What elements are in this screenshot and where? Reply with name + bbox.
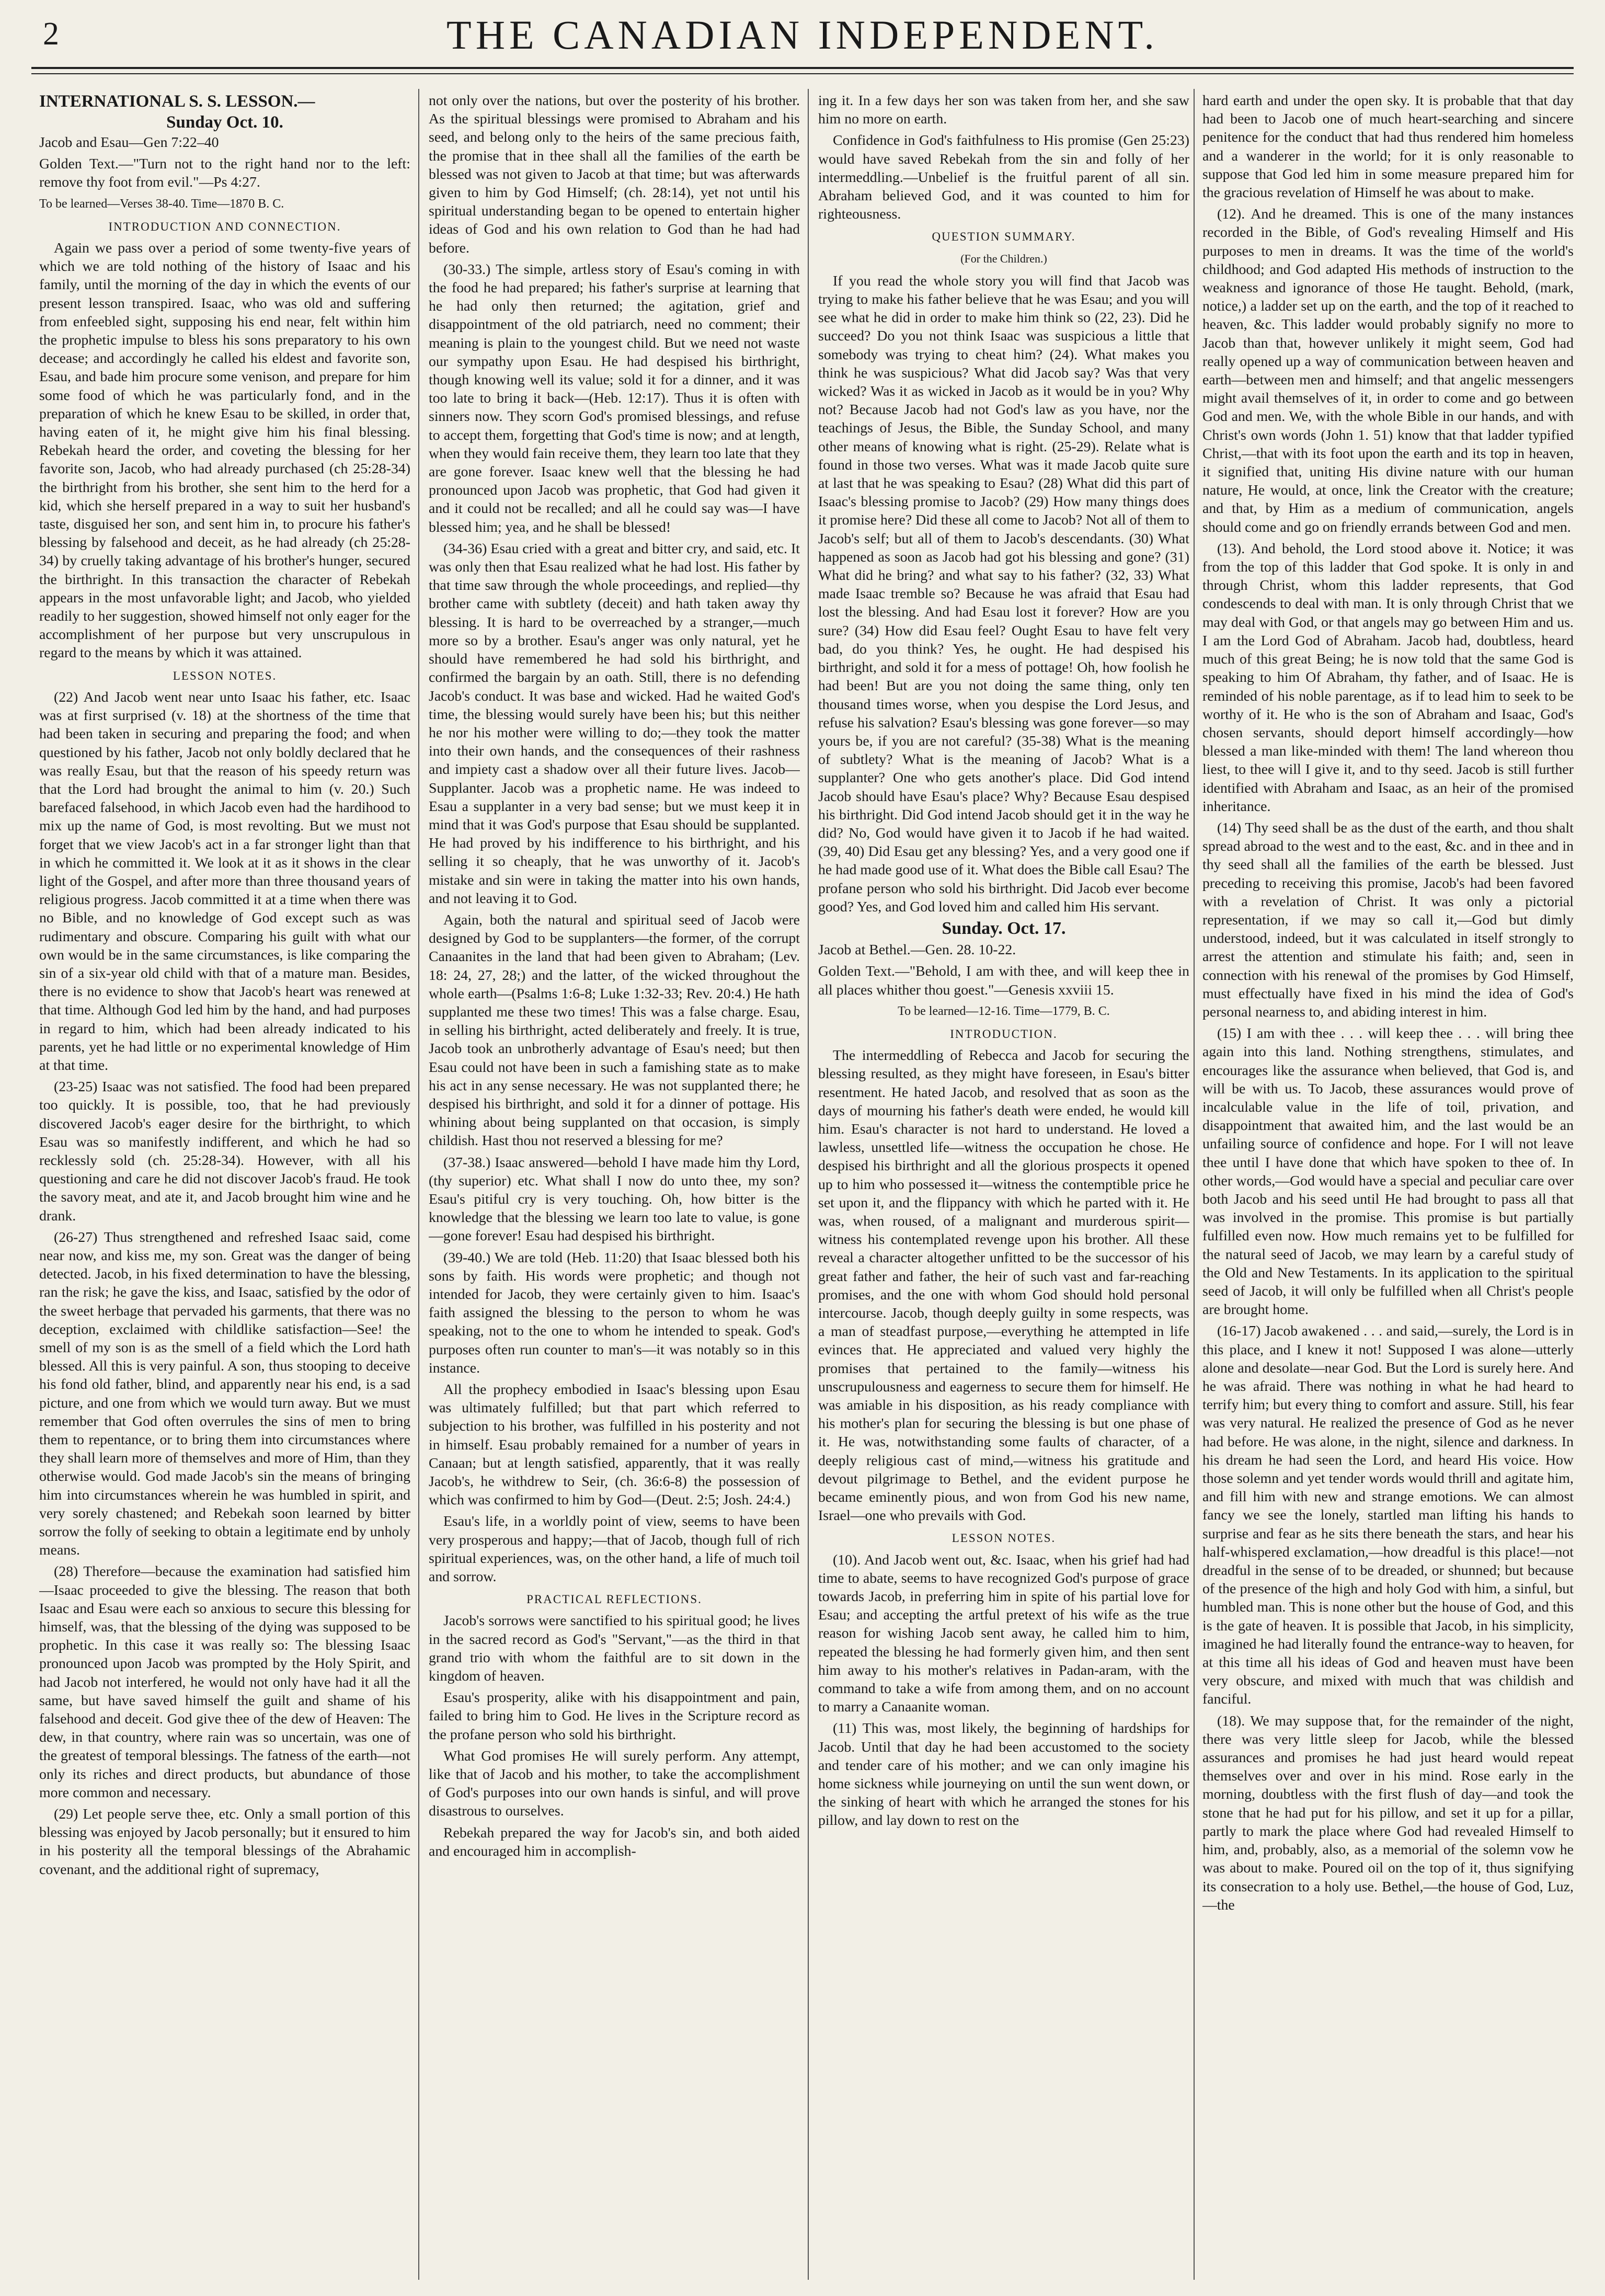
column-3 (818, 92, 1189, 2282)
column-divider (1194, 89, 1195, 2280)
to-be-learned: To be learned—12-16. Time—1779, B. C. (898, 1004, 1110, 1018)
lesson-note: (12). And he dreamed. This is one of the many instances recorded in the Bible, of God's revealing Himself and His purposes to men in dreams. It was the time of the world's childhood; and God adapted His methods of instruction to the weakness and ignorance of those He taught. Behold, (mark, notice,) a ladder set up on the earth, and the top of it reached to heaven, &c. This ladder would probably signify no more to Jacob than that, however unlikely it might seem, God had really opened up a way of communication between heaven and earth—between men and himself; and that angelic messengers might avail themselves of it, in order to come and go between God and men. We, with the whole Bible in our hands, and with Christ's own words (John 1. 51) know that that ladder typified Christ,—that with its foot upon the earth and its top in heaven, it signified that, uniting His divine nature with our human nature, He would, at once, link the Creator with the creature; and that, by Him as a medium of communication, angels should come and go on friendly errands between God and men. (1202, 206, 1574, 535)
lesson-note: (34-36) Esau cried with a great and bitter cry, and said, etc. It was only then that Esau realized what he had lost. His father by that time saw through the whole proceedings, and replied—thy brother came with subtlety (deceit) and hath taken away thy blessing. It is hard to be overreached by a stranger,—much more so by a brother. Esau's anger was only natural, yet he should have remembered he had sold his birthright, and confirmed the bargain by an oath. Still, there is no defending Jacob's conduct. It was base and wicked. Had he waited God's time, the blessing would surely have been his; but this neither he nor his mother were willing to do;—they took the matter into their own hands, and the consequences of their rashness and impiety cast a shadow over all their future lives. Jacob—Supplanter. Jacob was a prophetic name. He was indeed to Esau a supplanter in a very bad sense; but we must keep it in mind that it was God's purpose that Esau should be supplanted. He had proved by his indifference to his birthright, and his selling it so cheaply, that he was unworthy of it. Jacob's mistake and sin were in taking the matter into his own hands, and not leaving it to God. (429, 540, 800, 907)
lesson-scripture: Jacob at Bethel.—Gen. 28. 10-22. (818, 942, 1016, 958)
section-subheading: (For the Children.) (960, 252, 1047, 265)
paragraph: hard earth and under the open sky. It is probable that that day had been to Jacob one of much heart-searching and sincere penitence for the conduct that had thus rendered him homeless and a wanderer in the world; for it is only reasonable to suppose that God led him in some measure prepared him for the gracious revelation of Himself he was about to make. (1202, 93, 1574, 201)
section-heading: QUESTION SUMMARY. (932, 230, 1076, 244)
lesson-note: (30-33.) The simple, artless story of Esau's coming in with the food he had prepared; his father's surprise at learning that he had only then returned; the agitation, grief and disappointment of the old patriarch, need no comment; their meaning is plain to the youngest child. But we need not waste our sympathy upon Esau. He had despised his birthright, though knowing well its value; sold it for a dinner, and it was too late to bring it back—(Heb. 12:17). Thus it is often with sinners now. They scorn God's promised blessings, and refuse to accept them, forgetting that God's time is now; and at length, when they would fain receive them, they learn too late that they are gone forever. Isaac knew well that the blessing he had pronounced upon Jacob was prophetic, that God had given it and it could not be recalled; and all he could say was—I have blessed him; yea, and he shall be blessed! (429, 261, 800, 535)
paragraph: The intermeddling of Rebecca and Jacob for securing the blessing resulted, as they might have foreseen, in Esau's bitter resentment. He hated Jacob, and resolved that as soon as the days of mourning his father's death were ended, he would kill him. Esau's character is not hard to understand. He loved a lawless, unsettled life—witness the occupation he chose. He despised his birthright and all the glorious prospects it opened up to him who possessed it—witness the contemptible price he set upon it, and the flippancy with which he parted with it. He was, when roused, of a malignant and murderous spirit—witness his contemplated revenge upon his brother. All these reveal a character altogether unfitted to be the successor of his great father and father, the heir of such vast and far-reaching promises, and the one with whom God should hold personal intercourse. Jacob, though deeply guilty in some respects, was a man of steadfast purpose,—everything he attempted in life evinces that. He appreciated and valued very highly the promises that pertained to the family—witness his unscrupulousness and eagerness to secure them for himself. He was amiable in his disposition, as his ready compliance with his mother's plan for securing the blessing is but one phase of it. He was, notwithstanding some faults of character, of a deeply religious cast of mind,—witness his gratitude and devout pilgrimage to Bethel, and the evident purpose he became eminently pious, and won from God his new name, Israel—one who prevails with God. (818, 1047, 1189, 1524)
lesson-note: (15) I am with thee . . . will keep thee . . . will bring thee again into this land. Nothing strengthens, stimulates, and encourages like the assurance when believed, that God is, and will be with us. To Jacob, these assurances would prove of incalculable value in the life of toil, privation, and disappointment that awaited him, and the last would be an unfailing source of confidence and hope. For I will not leave thee until I have done that which have spoken to thee of. In other words,—God would have a special and peculiar care over both Jacob and his seed until He had brought to pass all that was involved in the promise. This promise is but partially fulfilled even now. How much remains yet to be fulfilled for the natural seed of Jacob, we may learn by a careful study of the Old and New Testaments. In its application to the spiritual seed of Jacob, it will only be fulfilled when all Christ's people are brought home. (1202, 1025, 1574, 1318)
section-heading: INTRODUCTION AND CONNECTION. (108, 220, 341, 233)
lesson-note: (37-38.) Isaac answered—behold I have made him thy Lord, (thy superior) etc. What shall I now do unto thee, my son? Esau's pitiful cry is very touching. Oh, how bitter is the knowledge that the blessing we learn too late to value, is gone—gone forever! Esau had despised his birthright. (429, 1154, 800, 1244)
lesson-note: (11) This was, most likely, the beginning of hardships for Jacob. Until that day he had been accustomed to the society and tender care of his mother; and we can only imagine his home sickness while journeying on until the sun went down, or the sinking of heart with which he arranged the stones for his pillow, and lay down to rest on the (818, 1720, 1189, 1829)
paragraph: Esau's life, in a worldly point of view, seems to have been very prosperous and happy;—that of Jacob, though full of rich spiritual experiences, was, on the other hand, a life of much toil and sorrow. (429, 1513, 800, 1585)
header-rule (31, 67, 1574, 69)
paragraph: All the prophecy embodied in Isaac's blessing upon Esau was ultimately fulfilled; but that part which referred to subjection to his brother, was fulfilled in his posterity and not in himself. Esau probably remained for a number of years in Canaan; but at length satisfied, apparently, that it was really Jacob's, he withdrew to Seir, (ch. 36:6-8) the possession of which was confirmed to him by God—(Deut. 2:5; Josh. 24:4.) (429, 1381, 800, 1509)
golden-text: Golden Text.—"Turn not to the right hand nor to the left: remove thy foot from evil."—Ps 4:27. (39, 156, 410, 191)
lesson-note: (39-40.) We are told (Heb. 11:20) that Isaac blessed both his sons by faith. His words were prophetic; and though not intended for Jacob, they were certainly given to him. Isaac's faith assigned the blessing to the person to whom he was speaking, not to the one to whom he intended to speak. God's purposes often run counter to man's—it was notably so in this instance. (429, 1249, 800, 1376)
column-divider (808, 89, 809, 2280)
lesson-scripture: Jacob and Esau—Gen 7:22–40 (39, 134, 219, 151)
column-4 (1202, 92, 1574, 2282)
paragraph: Confidence in God's faithfulness to His promise (Gen 25:23) would have saved Rebekah from the sin and folly of her intermeddling.—Unbelief is the fruitful parent of all sin. Abraham believed God, and it was counted to him for righteousness. (818, 132, 1189, 223)
paragraph: If you read the whole story you will find that Jacob was trying to make his father believe that he was Esau; and you will see what he did in order to make him think so (22, 23). Did he succeed? Do you not think Isaac was suspicious a little that somebody was trying to cheat him? (24). What makes you think he was suspicious? What did Jacob say? Was that very wicked? Was it as wicked in Jacob as it would be in you? Why not? Because Jacob had not God's law as you have, nor the teachings of Jesus, the Bible, the Sunday School, and many other means of knowing what is right. (25-29). Relate what is found in those two verses. What was it made Jacob quite sure at last that he was speaking to Esau? (28) What did this part of Isaac's blessing promise to Jacob? (29) How many things does it promise here? Did these all come to Jacob? Not all of them to Jacob's self; but all of them to Jacob's descendants. (30) What happened as soon as Jacob had got his blessing and gone? (31) What did he bring? and what say to his father? (32, 33) What made Isaac tremble so? Because he was afraid that Esau had lost the blessing. And had Esau lost it forever? How are you sure? (34) How did Esau feel? Ought Esau to have felt very bad, do you think? Yes, he ought. He had despised his birthright, and sold it for a mess of pottage! Oh, how foolish he had been! But are you not doing the same thing, only ten thousand times worse, when you despise the Lord Jesus, and refuse his salvation? Esau's blessing was gone forever—so may yours be, if you are not careful? (35-38) What is the meaning of subtlety? What is the meaning of Jacob? What is a supplanter? One who gets another's place. Did God intend Jacob should have Esau's place? Why? Because Esau despised his birthright. Did God intend Jacob should get it in the way he did? No, God would have given it to Jacob if he had waited. (39, 40) Did Esau get any blessing? Yes, and a very good one if he had made good use of it. What does the Bible call Esau? The profane person who sold his birthright. Did Jacob ever become good? Yes, and God loved him and called him His servant. (818, 272, 1189, 915)
page-number: 2 (43, 16, 59, 52)
paragraph: Rebekah prepared the way for Jacob's sin, and both aided and encouraged him in accomplish- (429, 1824, 800, 1859)
paragraph: Again we pass over a period of some twenty-five years of which we are told nothing of the history of Isaac and his family, until the morning of the day in which the events of our present lesson transpired. Isaac, who was old and suffering from enfeebled sight, supposing his end near, felt within him the prophetic impulse to bless his sons preparatory to his own decease; and accordingly he called his eldest and favorite son, Esau, and bade him procure some venison, and prepare for him some food of which he was particularly fond, and in the preparation of which he knew Esau to be skilled, in order that, having eaten of it, he might give him his final blessing. Rebekah heard the order, and coveting the blessing for her favorite son, Jacob, who had already purchased (ch 25:28-34) the birthright from his brother, she sent him to the herd for a kid, which she herself prepared in a way to suit her husband's taste, disguised her son, and sent him in, to procure his father's blessing by falsehood and deceit, as he had already (ch 25:28-34) by cruelly taking advantage of his brother's hunger, secured the birthright. In this transaction the character of Rebekah appears in the most unfavorable light; and Jacob, who yielded readily to her suggestion, showed himself not only eager for the accomplishment of her purpose but very unscrupulous in regard to the means by which it was attained. (39, 240, 410, 661)
column-divider (418, 89, 419, 2280)
lesson-note: (26-27) Thus strengthened and refreshed Isaac said, come near now, and kiss me, my son. Great was the danger of being detected. Jacob, in his fixed determination to have the blessing, ran the risk; he gave the kiss, and Isaac, satisfied by the odor of the sweet herbage that pervaded his garments, that there was no deception, exclaimed with childlike satisfaction—See! the smell of my son is as the smell of a field which the Lord hath blessed. All this is very painful. A son, thus stooping to deceive his fond old father, blind, and apparently near his end, is a sad picture, and one from which we would turn away. But we must remember that God often overrules the sins of men to bring them to repentance, or to bring them into circumstances where they shall learn more of themselves and more of Him, than they otherwise would. God made Jacob's sin the means of bringing him into circumstances wherein he was humbled in spirit, and very sorely chastened; and Rebekah soon learned by bitter sorrow the folly of seeking to obtain a legitimate end by unholy means. (39, 1229, 410, 1559)
lesson-note: (14) Thy seed shall be as the dust of the earth, and thou shalt spread abroad to the west and to the east, &c. and in thee and in thy seed shall all the families of the earth be blessed. Just preceding to receiving this promise, Jacob's had been favored with a revelation of Christ. It was only a pictorial representation, if we may so call it,—God but dimly understood, indeed, but it was calculated in itself strongly to arrest the attention and stimulate his faith; and, seen in connection with his renewal of the promises by God Himself, must effectually have fixed in his mind the idea of God's personal nearness to, and abiding interest in him. (1202, 819, 1574, 1020)
column-2 (429, 92, 800, 2282)
section-heading: LESSON NOTES. (173, 669, 277, 682)
lesson-note: (22) And Jacob went near unto Isaac his father, etc. Isaac was at first surprised (v. 18) at the shortness of the time that had been taken in securing and preparing the food; and when questioned by his father, Jacob not only boldly declared that he was really Esau, but that the reason of his speedy return was that the Lord had brought the animal to him (v. 20.) Such barefaced falsehood, in which Jacob even had the hardihood to mix up the name of God, is most revolting. But we must not forget that we view Jacob's act in a far stronger light than that in which he committed it. We look at it as it shows in the clear light of the Gospel, and after more than three thousand years of religious progress. Jacob committed it at a time when there was no Bible, and no knowledge of God except such as was rudimentary and obscure. Comparing his guilt with what our own would be in the same circumstances, is like comparing the sin of a six-year old child with that of a mature man. Besides, there is no evidence to show that Jacob's heart was renewed at that time. Although God led him by the hand, and had purposes in regard to him, which had been already indicated to his parents, yet he had little or no experimental knowledge of Him at that time. (39, 689, 410, 1073)
header-rule-thin (31, 73, 1574, 74)
section-heading: PRACTICAL REFLECTIONS. (526, 1593, 702, 1606)
paragraph: ing it. In a few days her son was taken from her, and she saw him no more on earth. (818, 93, 1189, 128)
golden-text: Golden Text.—"Behold, I am with thee, and will keep thee in all places whither thou goest."—Genesis xxviii 15. (818, 963, 1189, 998)
paragraph: Again, both the natural and spiritual seed of Jacob were designed by God to be supplanters—the former, of the corrupt Canaanites in the land that had been given to Abraham; (Lev. 18: 24, 27, 28;) and the latter, of the wicked throughout the whole earth—(Psalms 1:6-8; Luke 1:32-33; Rev. 20:4.) He hath supplanted me these two times! This was a false charge. Esau, in selling his birthright, acted deliberately and freely. It is true, Jacob took an unbrotherly advantage of Esau's need; but then Esau could not have been in such a famishing state as to make his act in any sense necessary. He was not supplanted there; he despised his birthright, and sold it for a dinner of pottage. His whining about being supplanted on that occasion, is simply childish. Hast thou not reserved a blessing for me? (429, 911, 800, 1149)
column-1 (39, 92, 410, 2282)
paragraph: Esau's prosperity, alike with his disappointment and pain, failed to bring him to God. He lives in the Scripture record as the profane person who sold his birthright. (429, 1689, 800, 1743)
lesson-note: (16-17) Jacob awakened . . . and said,—surely, the Lord is in this place, and I knew it not! Supposed I was alone—utterly alone and desolate—near God. But the Lord is surely here. And he was afraid. There was nothing in what he had heard to terrify him; but every thing to comfort and assure. Still, his fear was very natural. He realized the presence of God as he never had before. He was alone, in the night, silence and darkness. In his dream he had seen the Lord, and heard His voice. How those solemn and yet tender words would thrill and agitate him, and fill him with new and strange emotions. We can almost fancy we see the lonely, startled man lifting his hands to surprise and fear as he sits there beneath the stars, and hear his half-whispered exclamation,—how dreadful is this place!—not dreadful in the sense of to be dreaded, or shunned; but because of the presence of the high and holy God with him, a sinful, but humbled man. This is none other but the house of God, and this is the gate of heaven. It is possible that Jacob, in his simplicity, imagined he had literally found the entrance-way to heaven, for at this time all his ideas of God and heaven must have been very obscure, and mixed with much that was childish and fanciful. (1202, 1323, 1574, 1708)
lesson-note: (29) Let people serve thee, etc. Only a small portion of this blessing was enjoyed by Jacob personally; but it ensured to him in his posterity all the temporal blessings of the Abrahamic covenant, and the additional right of supremacy, (39, 1806, 410, 1878)
lesson-note: (10). And Jacob went out, &c. Isaac, when his grief had had time to abate, seems to have recognized God's purpose of grace towards Jacob, in preferring him in spite of his partial love for Esau; and accepting the artful pretext of his wife as the true reason for wishing Jacob sent away, he called him to him, repeated the blessing he had formerly given him, and then sent him away to his mother's relatives in Padan-aram, with the command to take a wife from among them, and on no account to marry a Canaanite woman. (818, 1551, 1189, 1716)
paragraph: Jacob's sorrows were sanctified to his spiritual good; he lives in the sacred record as God's "Servant,"—as the third in that grand trio with whom the faithful are to sit down in the kingdom of heaven. (429, 1613, 800, 1685)
paragraph: not only over the nations, but over the posterity of his brother. As the spiritual blessings were promised to Abraham and his seed, and belong only to the heirs of the same precious faith, the promise that in thee shall all the families of the earth be blessed was not given to Jacob at that time; but was afterwards given to him by God Himself; (ch. 28:14), yet not until his spiritual understanding began to be opened to entertain higher ideas of God and his own relation to God than he had had before. (429, 93, 800, 256)
lesson-note: (18). We may suppose that, for the remainder of the night, there was very little sleep for Jacob, while the blessed assurances and promises he had just heard would repeat themselves over and over in his mind. Rose early in the morning, doubtless with the first flush of day—and took the stone that he had put for his pillow, and set it up for a pillar, partly to mark the place where God had revealed Himself to him, and, probably, also, as a memorial of the solemn vow he was about to make. Poured oil on the top of it, thus signifying its consecration to a holy use. Bethel,—the house of God, Luz,—the (1202, 1712, 1574, 1913)
paragraph: What God promises He will surely perform. Any attempt, like that of Jacob and his mother, to take the accomplishment of God's purposes into our own hands is sinful, and will prove disastrous to ourselves. (429, 1747, 800, 1820)
paper-title: THE CANADIAN INDEPENDENT. (446, 12, 1159, 58)
lesson-note: (23-25) Isaac was not satisfied. The food had been prepared too quickly. It is possible, too, that he had previously discovered Jacob's eager desire for the birthright, to which Esau was so manifestly indifferent, and which he had so recklessly sold (ch. 25:28-34). However, with all his questioning and care he did not discover Jacob's fraud. He took the savory meat, and ate it, and Jacob brought him wine and he drank. (39, 1079, 410, 1224)
lesson-date: Sunday Oct. 10. (166, 113, 283, 132)
lesson-date: Sunday. Oct. 17. (942, 918, 1066, 938)
lesson-note: (28) Therefore—because the examination had satisfied him—Isaac proceeded to give the blessing. The reason that both Isaac and Esau were each so anxious to secure this blessing for himself, was, that the blessing of the dying was supposed to be prophetic. In this case it was really so: The blessing Isaac pronounced upon Jacob was prompted by the Holy Spirit, and had Jacob not interfered, he would not only have had it all the same, but have saved himself the guilt and shame of his falsehood and deceit. God give thee of the dew of Heaven: The dew, in that country, where rain was so uncertain, was one of the greatest of temporal blessings. The fatness of the earth—not only its riches and direct products, but abundance of those more common and necessary. (39, 1563, 410, 1801)
to-be-learned: To be learned—Verses 38-40. Time—1870 B. C. (39, 197, 284, 211)
lesson-note: (13). And behold, the Lord stood above it. Notice; it was from the top of this ladder that God spoke. It is only in and through Christ, whom this ladder represents, that God condescends to deal with man. It is only through Christ that we may deal with God, or that angels may go between Him and us. I am the Lord God of Abraham. Jacob had, doubtless, heard much of this great Being; he is now told that the same God is speaking to him Of Abraham, thy father, and of Isaac. He is reminded of his noble parentage, as if to lead him to seek to be worthy of it. He who is the son of Abraham and Isaac, God's chosen servants, should deport himself accordingly—how blessed a man like-minded with them! The land whereon thou liest, to thee will I give it, and to thy seed. Jacob is still further identified with Abraham and Isaac, as an heir of the promised inheritance. (1202, 540, 1574, 815)
lesson-heading: INTERNATIONAL S. S. LESSON.— (39, 92, 315, 111)
section-heading: INTRODUCTION. (950, 1027, 1058, 1041)
section-heading: LESSON NOTES. (951, 1532, 1056, 1545)
